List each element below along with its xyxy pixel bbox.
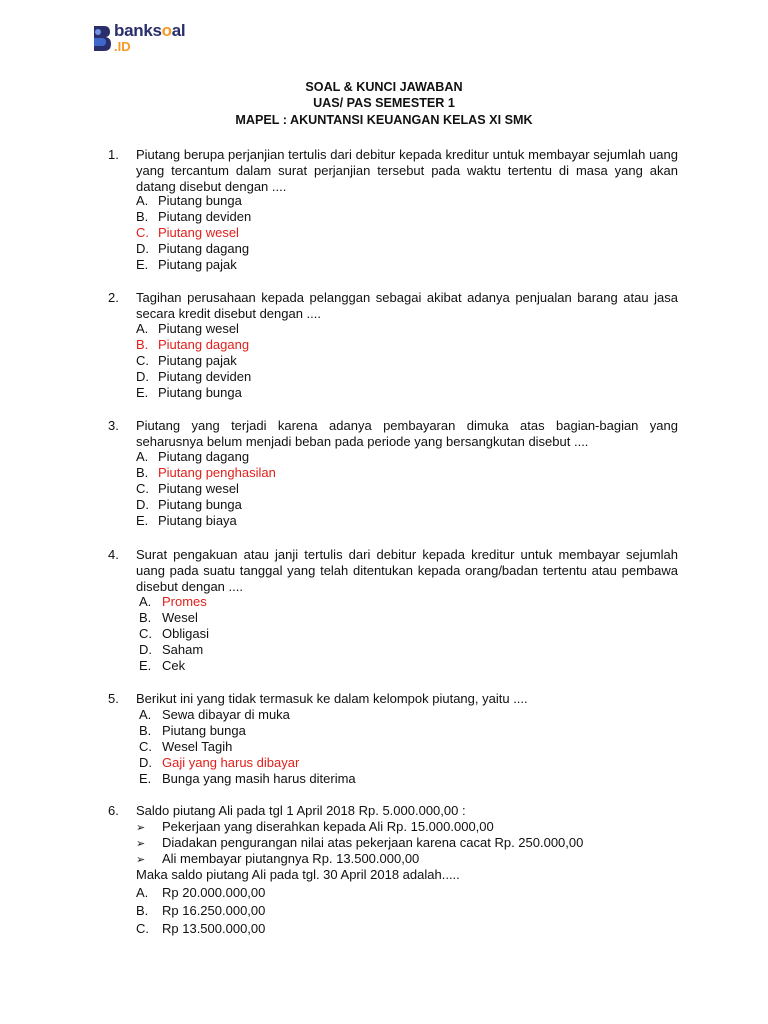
- option-a: A. Sewa dibayar di muka: [139, 707, 290, 722]
- question-text: Saldo piutang Ali pada tgl 1 April 2018 Rp. 5.000.000,00 :: [136, 803, 466, 818]
- option-c: C. Piutang pajak: [136, 353, 237, 368]
- question-text: Piutang yang terjadi karena adanya pembayaran dimuka atas bagian-bagian yang seharusnya belum menjadi beban pada periode yang bersangkutan disebut ....: [136, 418, 678, 449]
- question-number: 3.: [108, 418, 119, 433]
- question-followup: Maka saldo piutang Ali pada tgl. 30 April 2018 adalah.....: [136, 867, 460, 882]
- bankosoal-logo: [92, 20, 202, 54]
- doc-subject: MAPEL : AKUNTANSI KEUANGAN KELAS XI SMK: [235, 113, 533, 127]
- option-c: C. Piutang wesel: [136, 481, 239, 496]
- arrow-bullet-icon: ➢: [136, 854, 146, 866]
- option-d: D. Saham: [139, 642, 204, 657]
- question-number: 4.: [108, 547, 119, 562]
- option-a: A. Piutang bunga: [136, 193, 242, 208]
- bullet-item: ➢ Pekerjaan yang diserahkan kepada Ali Rp. 15.000.000,00: [136, 819, 494, 834]
- arrow-bullet-icon: ➢: [136, 822, 146, 834]
- question-number: 5.: [108, 691, 119, 706]
- option-e: E. Bunga yang masih harus diterima: [139, 771, 356, 786]
- option-e: E. Piutang biaya: [136, 513, 237, 528]
- doc-title: SOAL & KUNCI JAWABAN: [305, 80, 463, 94]
- option-b: B. Rp 16.250.000,00: [136, 903, 266, 918]
- option-e: E. Piutang bunga: [136, 385, 242, 400]
- option-d-answer: D. Gaji yang harus dibayar: [139, 755, 300, 770]
- option-c-answer: C. Piutang wesel: [136, 225, 239, 240]
- option-b: B. Wesel: [139, 610, 198, 625]
- question-text: Tagihan perusahaan kepada pelanggan sebagai akibat adanya penjualan barang atau jasa secara kredit disebut dengan ....: [136, 290, 678, 321]
- question-text: Surat pengakuan atau janji tertulis dari debitur kepada kreditur untuk membayar sejumlah uang pada suatu tanggal yang telah ditentukan kepada orang/badan tertentu atau pembawa disebut dengan ....: [136, 547, 678, 594]
- question-text: Piutang berupa perjanjian tertulis dari debitur kepada kreditur untuk membayar sejumlah uang yang tercantum dalam surat perjanjian tersebut pada waktu tertentu di masa yang akan datang disebut dengan ....: [136, 147, 678, 194]
- option-a-answer: A. Promes: [139, 594, 207, 609]
- option-e: E. Cek: [139, 658, 186, 673]
- bullet-item: ➢ Ali membayar piutangnya Rp. 13.500.000,00: [136, 851, 420, 866]
- question-number: 1.: [108, 147, 119, 162]
- option-c: C. Obligasi: [139, 626, 209, 641]
- logo-mark-icon: [92, 24, 112, 52]
- bullet-item: ➢ Diadakan pengurangan nilai atas pekerjaan karena cacat Rp. 250.000,00: [136, 835, 584, 850]
- doc-subtitle: UAS/ PAS SEMESTER 1: [313, 96, 455, 110]
- option-d: D. Piutang dagang: [136, 241, 250, 256]
- option-b: B. Piutang deviden: [136, 209, 252, 224]
- option-b: B. Piutang bunga: [139, 723, 246, 738]
- option-b-answer: B. Piutang dagang: [136, 337, 250, 352]
- question-text: Berikut ini yang tidak termasuk ke dalam kelompok piutang, yaitu ....: [136, 691, 528, 706]
- option-d: D. Piutang bunga: [136, 497, 242, 512]
- question-number: 6.: [108, 803, 119, 818]
- option-c: C. Rp 13.500.000,00: [136, 921, 266, 936]
- option-e: E. Piutang pajak: [136, 257, 237, 272]
- logo-brand: banksoal: [114, 21, 186, 40]
- arrow-bullet-icon: ➢: [136, 838, 146, 850]
- question-number: 2.: [108, 290, 119, 305]
- option-d: D. Piutang deviden: [136, 369, 252, 384]
- option-a: A. Piutang dagang: [136, 449, 250, 464]
- option-a: A. Rp 20.000.000,00: [136, 885, 266, 900]
- logo-tld: .ID: [114, 39, 131, 54]
- option-a: A. Piutang wesel: [136, 321, 239, 336]
- option-c: C. Wesel Tagih: [139, 739, 233, 754]
- option-b-answer: B. Piutang penghasilan: [136, 465, 276, 480]
